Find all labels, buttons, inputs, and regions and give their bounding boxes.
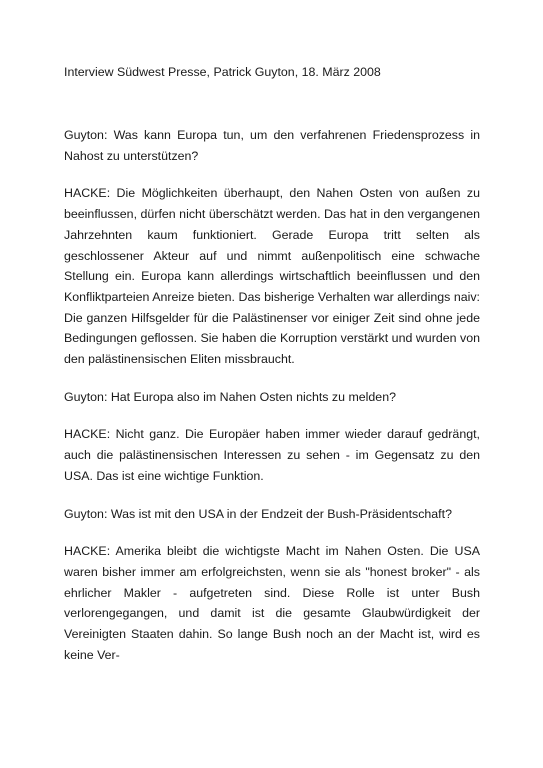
- question-paragraph: Guyton: Hat Europa also im Nahen Osten nichts zu melden?: [64, 389, 396, 404]
- answer-paragraph: HACKE: Die Möglichkeiten überhaupt, den Nahen Osten von außen zu beeinflussen, dürfen nicht überschätzt werden. Das hat in den vergangenen Jahrzehnten kaum funktioniert. Gerade Europa tritt selten als geschlossener Akteur auf und nimmt außenpolitisch eine schwache Stellung ein. Europa kann allerdings wirtschaftlich beeinflussen und den Konfliktparteien Anreize bieten. Das bisherige Verhalten war allerdings naiv: Die ganzen Hilfsgelder für die Palästinenser vor einiger Zeit sind ohne jede Bedingungen geflossen. Sie haben die Korruption verstärkt und wurden von den palästinensischen Eliten missbraucht.: [64, 186, 480, 367]
- answer-paragraph: HACKE: Amerika bleibt die wichtigste Macht im Nahen Osten. Die USA waren bisher immer am erfolgreichsten, wenn sie als "honest broker" - als ehrlicher Makler - aufgetreten sind. Diese Rolle ist unter Bush verlorengegangen, und damit ist die gesamte Glaubwürdigkeit der Vereinigten Staaten dahin. So lange Bush noch an der Macht ist, wird es keine Ver-: [64, 544, 480, 662]
- document-page: [64, 64, 480, 682]
- question-paragraph: Guyton: Was kann Europa tun, um den verfahrenen Friedensprozess in Nahost zu unterstützen?: [64, 128, 480, 163]
- answer-paragraph: HACKE: Nicht ganz. Die Europäer haben immer wieder darauf gedrängt, auch die palästinensischen Interessen zu sehen - im Gegensatz zu den USA. Das ist eine wichtige Funktion.: [64, 427, 480, 483]
- document-header: Interview Südwest Presse, Patrick Guyton, 18. März 2008: [64, 65, 381, 79]
- question-paragraph: Guyton: Was ist mit den USA in der Endzeit der Bush-Präsidentschaft?: [64, 506, 452, 521]
